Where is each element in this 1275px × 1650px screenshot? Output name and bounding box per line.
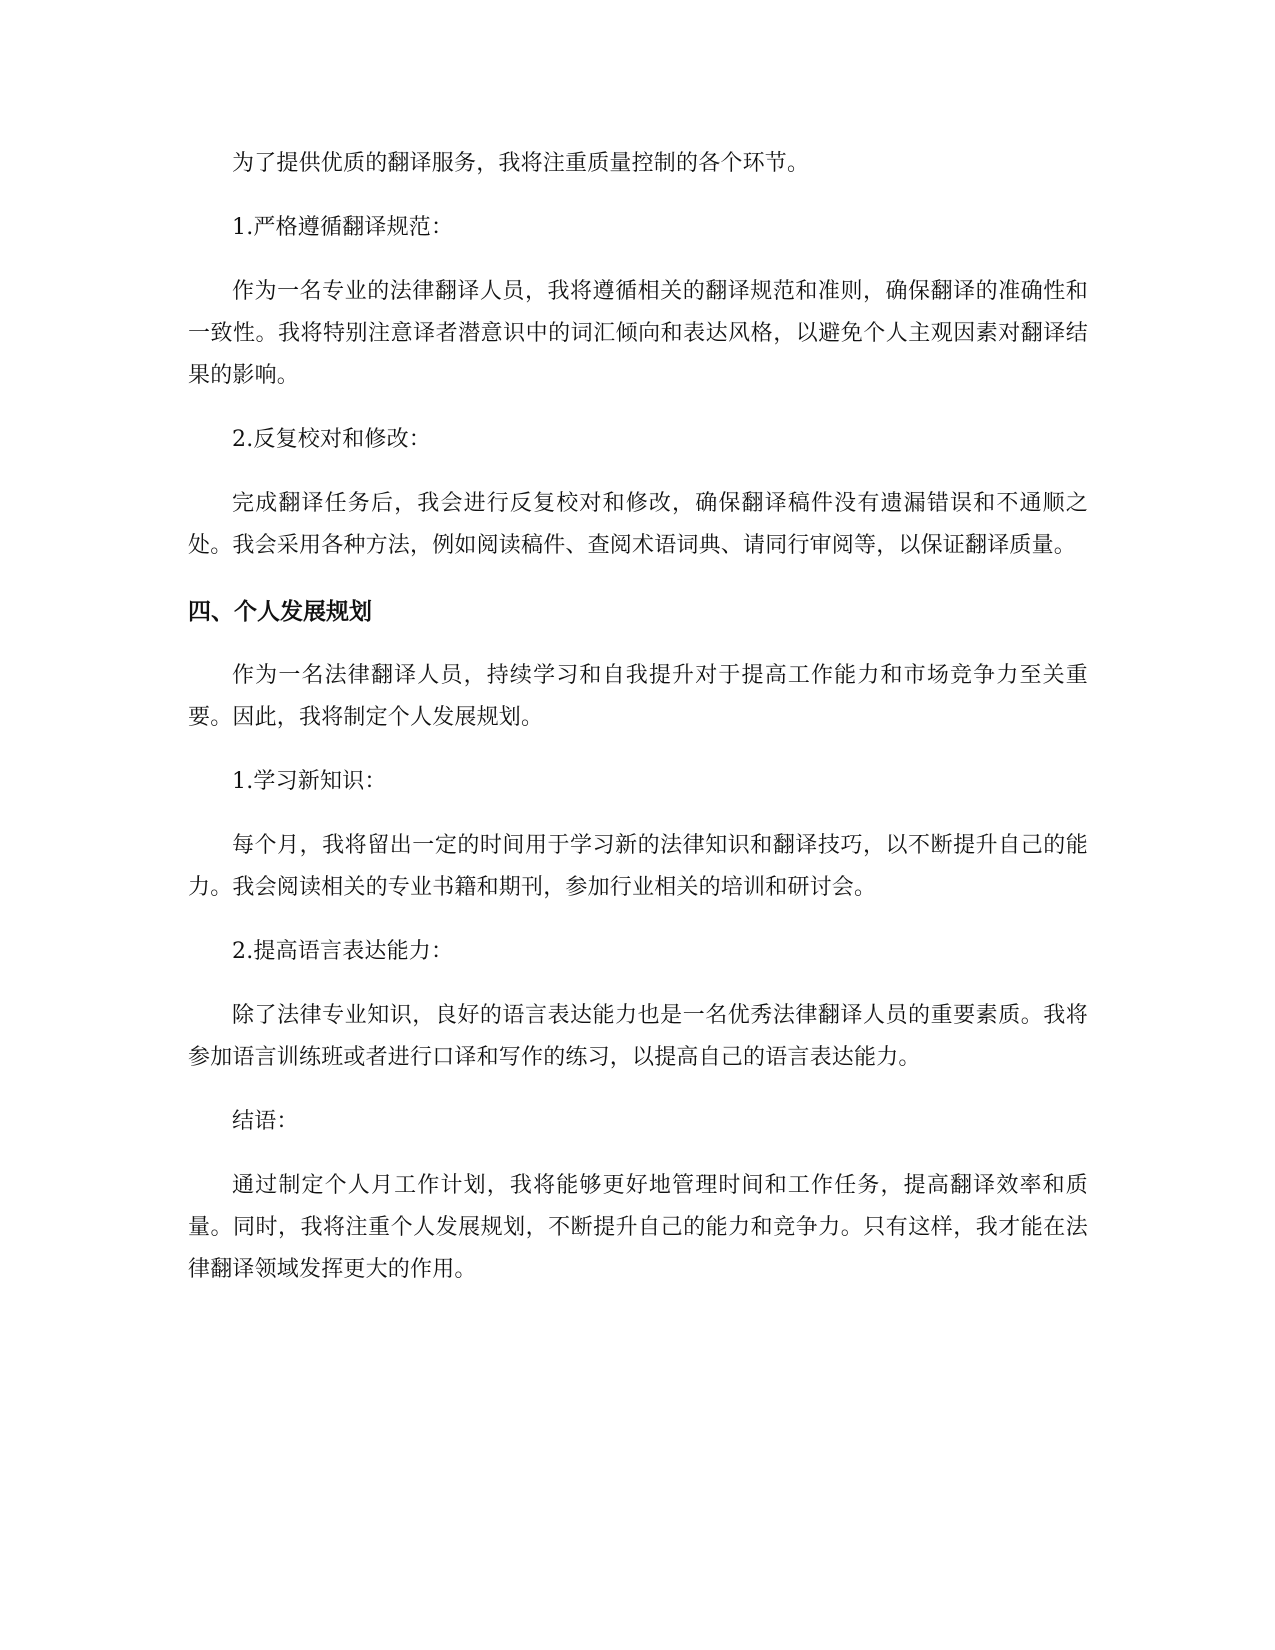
paragraph-follow-standards: 作为一名专业的法律翻译人员，我将遵循相关的翻译规范和准则，确保翻译的准确性和一致性。我将特别注意译者潜意识中的词汇倾向和表达风格，以避免个人主观因素对翻译结果的影响。: [188, 279, 1088, 388]
subheading-proofreading: 2.反复校对和修改：: [232, 427, 431, 452]
subheading-follow-standards: 1.严格遵循翻译规范：: [232, 215, 454, 240]
document-body: [188, 143, 1088, 1291]
paragraph-learn-knowledge: 每个月，我将留出一定的时间用于学习新的法律知识和翻译技巧，以不断提升自己的能力。我会阅读相关的专业书籍和期刊，参加行业相关的培训和研讨会。: [188, 833, 1088, 900]
paragraph-proofreading: 完成翻译任务后，我会进行反复校对和修改，确保翻译稿件没有遗漏错误和不通顺之处。我会采用各种方法，例如阅读稿件、查阅术语词典、请同行审阅等，以保证翻译质量。: [188, 491, 1088, 558]
subheading-conclusion: 结语：: [232, 1109, 299, 1134]
paragraph-quality-intro: 为了提供优质的翻译服务，我将注重质量控制的各个环节。: [232, 151, 810, 176]
paragraph-conclusion: 通过制定个人月工作计划，我将能够更好地管理时间和工作任务，提高翻译效率和质量。同时，我将注重个人发展规划，不断提升自己的能力和竞争力。只有这样，我才能在法律翻译领域发挥更大的作用。: [188, 1173, 1088, 1282]
section-heading-personal-development: 四、个人发展规划: [188, 599, 372, 625]
paragraph-language-skills: 除了法律专业知识，良好的语言表达能力也是一名优秀法律翻译人员的重要素质。我将参加语言训练班或者进行口译和写作的练习，以提高自己的语言表达能力。: [188, 1003, 1088, 1070]
paragraph-development-intro: 作为一名法律翻译人员，持续学习和自我提升对于提高工作能力和市场竞争力至关重要。因此，我将制定个人发展规划。: [188, 663, 1088, 730]
subheading-learn-knowledge: 1.学习新知识：: [232, 769, 387, 794]
subheading-language-skills: 2.提高语言表达能力：: [232, 939, 454, 964]
